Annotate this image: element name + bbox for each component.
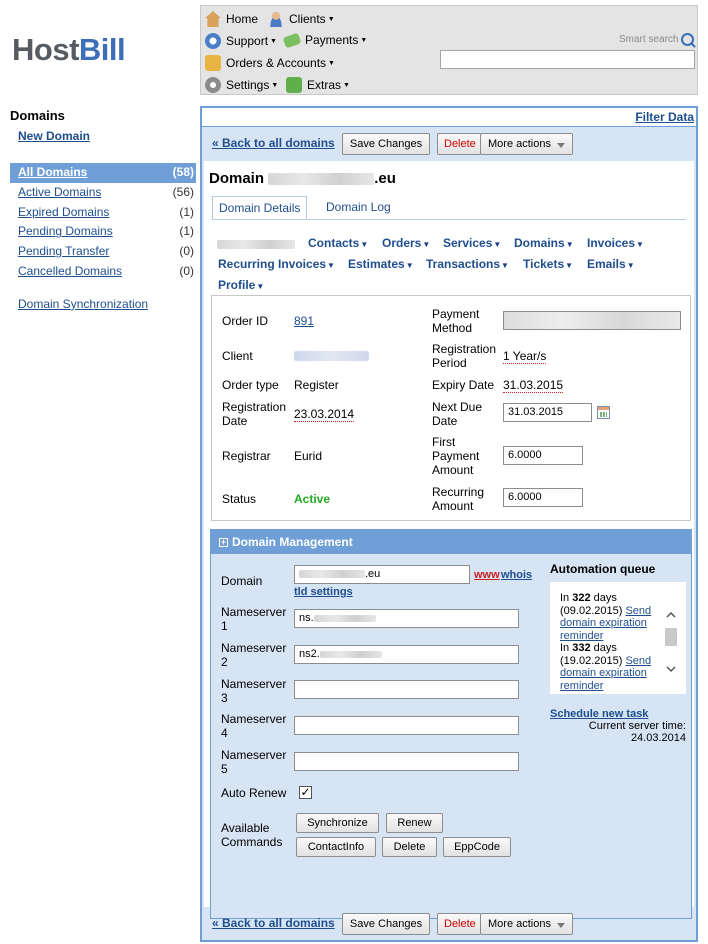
box-icon: [205, 55, 221, 71]
client-link[interactable]: [294, 351, 369, 361]
server-time: Current server time: 24.03.2014: [588, 720, 686, 744]
home-icon: [205, 11, 221, 27]
domain-management-section: [210, 529, 692, 919]
dropdown-arrow-icon: ▼: [328, 59, 335, 67]
registrar-label: Registrar: [222, 449, 271, 463]
nameserver-5-label: Nameserver 5: [221, 748, 287, 776]
nav-extras[interactable]: Extras ▼: [286, 77, 350, 93]
smart-search-input[interactable]: [440, 50, 695, 69]
domain-panel: [202, 126, 696, 940]
nameserver-4-input[interactable]: [294, 716, 519, 735]
available-commands-label: Available Commands: [221, 821, 283, 849]
scroll-thumb[interactable]: [665, 628, 677, 646]
nameserver-2-label: Nameserver 2: [221, 641, 287, 669]
nameserver-2-input[interactable]: ns2.: [294, 645, 519, 664]
redacted-domain: [268, 173, 374, 185]
gear-icon: [205, 77, 221, 93]
first-payment-amount-label: First Payment Amount: [432, 435, 480, 477]
subnav-services[interactable]: Services▼: [443, 236, 502, 250]
save-changes-button[interactable]: Save Changes: [342, 133, 430, 155]
expiry-date-label: Expiry Date: [432, 378, 495, 392]
subnav-tickets[interactable]: Tickets▼: [523, 257, 574, 271]
order-type-value: Register: [294, 378, 339, 392]
recurring-amount-label: Recurring Amount: [432, 485, 485, 513]
subnav-domains[interactable]: Domains▼: [514, 236, 574, 250]
renew-button[interactable]: Renew: [386, 813, 443, 833]
sidebar-item-active-domains[interactable]: Active Domains (56): [18, 184, 194, 199]
synchronize-button[interactable]: Synchronize: [296, 813, 379, 833]
recurring-amount-input[interactable]: 6.0000: [503, 488, 583, 507]
nav-payments[interactable]: Payments ▼: [284, 33, 367, 47]
tab-domain-log[interactable]: Domain Log: [326, 200, 391, 214]
nav-home[interactable]: Home: [205, 11, 258, 27]
hostbill-logo: HostBill: [12, 32, 126, 67]
next-due-date-input[interactable]: 31.03.2015: [503, 403, 592, 422]
save-changes-button[interactable]: Save Changes: [342, 913, 430, 935]
www-link[interactable]: www: [474, 569, 500, 581]
nameserver-1-input[interactable]: ns.: [294, 609, 519, 628]
schedule-new-task-link[interactable]: Schedule new task: [550, 708, 649, 720]
subnav-orders[interactable]: Orders▼: [382, 236, 431, 250]
calendar-icon[interactable]: [597, 406, 610, 419]
dropdown-arrow-icon: ▼: [360, 36, 368, 44]
next-due-date-label: Next Due Date: [432, 400, 483, 428]
domain-label: Domain: [221, 574, 263, 588]
search-icon[interactable]: [681, 33, 694, 46]
registration-date-label: Registration Date: [222, 400, 287, 428]
scroll-down-icon[interactable]: [666, 664, 676, 674]
subnav-profile[interactable]: Profile▼: [218, 278, 265, 292]
back-to-domains-link[interactable]: « Back to all domains: [212, 136, 335, 150]
status-badge[interactable]: Active: [294, 492, 331, 506]
sidebar-item-pending-domains[interactable]: Pending Domains (1): [18, 224, 194, 239]
auto-renew-label: Auto Renew: [221, 786, 287, 800]
contact-info-button[interactable]: ContactInfo: [296, 837, 376, 857]
domain-management-header[interactable]: + Domain Management: [211, 530, 691, 554]
automation-queue-list: [550, 582, 686, 694]
redacted-client-name: [217, 240, 295, 249]
send-expiration-reminder-link[interactable]: Send domain expiration reminder: [560, 654, 652, 692]
tab-divider: [212, 219, 686, 220]
delete-button[interactable]: Delete: [437, 133, 481, 155]
smart-search-label: Smart search: [619, 34, 679, 45]
domain-synchronization-link[interactable]: Domain Synchronization: [18, 296, 149, 311]
first-payment-amount-input[interactable]: 6.0000: [503, 446, 583, 465]
epp-code-button[interactable]: EppCode: [443, 837, 511, 857]
top-action-bar: [204, 127, 694, 161]
delete-domain-button[interactable]: Delete: [382, 837, 437, 857]
registrar-value: Eurid: [294, 449, 323, 463]
filter-data-link[interactable]: Filter Data: [635, 110, 694, 124]
status-label: Status: [222, 492, 257, 506]
order-type-label: Order type: [222, 378, 279, 392]
expand-icon[interactable]: +: [220, 537, 227, 548]
domain-details-box: [211, 295, 691, 521]
registration-date-value[interactable]: 23.03.2014: [294, 407, 355, 421]
queue-entry: In 332 days (19.02.2015) Send domain expiration reminder: [560, 642, 652, 692]
sidebar-item-pending-transfer[interactable]: Pending Transfer (0): [18, 244, 194, 259]
nav-orders-accounts[interactable]: Orders & Accounts ▼: [205, 55, 335, 71]
top-navigation: [200, 5, 698, 95]
queue-entry: In 322 days (09.02.2015) Send domain expiration reminder: [560, 592, 652, 642]
payment-method-select[interactable]: [503, 311, 681, 330]
dropdown-arrow-icon: ▼: [270, 37, 277, 45]
dropdown-arrow-icon: ▼: [343, 81, 350, 89]
send-expiration-reminder-link[interactable]: Send domain expiration reminder: [560, 604, 652, 642]
user-icon: [268, 11, 284, 27]
registration-period-value[interactable]: 1 Year/s: [503, 349, 547, 363]
nameserver-4-label: Nameserver 4: [221, 712, 287, 740]
dropdown-arrow-icon: ▼: [271, 81, 279, 89]
sidebar-item-expired-domains[interactable]: Expired Domains (1): [18, 204, 194, 219]
tab-domain-details[interactable]: Domain Details: [212, 196, 307, 220]
subnav-invoices[interactable]: Invoices▼: [587, 236, 644, 250]
domain-filter-list: [10, 163, 196, 282]
money-icon: [283, 32, 302, 48]
automation-queue-title: Automation queue: [550, 562, 656, 576]
more-actions-button[interactable]: More actions: [480, 913, 573, 935]
whois-link[interactable]: whois: [501, 569, 533, 581]
payment-method-label: Payment Method: [432, 307, 480, 335]
subnav-contacts[interactable]: Contacts▼: [308, 236, 369, 250]
nameserver-3-label: Nameserver 3: [221, 677, 287, 705]
nameserver-5-input[interactable]: [294, 752, 519, 771]
subnav-emails[interactable]: Emails▼: [587, 257, 635, 271]
nameserver-1-label: Nameserver 1: [221, 605, 287, 633]
registration-period-label: Registration Period: [432, 342, 497, 370]
more-actions-button[interactable]: More actions: [480, 133, 573, 155]
domain-input[interactable]: .eu: [294, 565, 470, 584]
sidebar-item-cancelled-domains[interactable]: Cancelled Domains (0): [18, 263, 194, 278]
domain-content: [204, 161, 694, 907]
new-domain-link[interactable]: New Domain: [18, 129, 91, 143]
nav-support[interactable]: Support ▼: [205, 33, 277, 49]
bottom-action-bar: [204, 907, 694, 941]
puzzle-icon: [286, 77, 302, 93]
dropdown-arrow-icon: ▼: [327, 15, 335, 23]
subnav-estimates[interactable]: Estimates▼: [348, 257, 414, 271]
back-to-domains-link[interactable]: « Back to all domains: [212, 916, 335, 930]
delete-button[interactable]: Delete: [437, 913, 481, 935]
sidebar-item-all-domains[interactable]: All Domains (58): [10, 163, 196, 183]
support-icon: [205, 33, 221, 49]
queue-scrollbar[interactable]: [664, 610, 678, 692]
nameserver-3-input[interactable]: [294, 680, 519, 699]
sidebar-title: Domains: [10, 108, 65, 123]
client-label: Client: [222, 349, 253, 363]
subnav-transactions[interactable]: Transactions▼: [426, 257, 509, 271]
nav-clients[interactable]: Clients ▼: [268, 11, 335, 27]
nav-settings[interactable]: Settings ▼: [205, 77, 278, 93]
scroll-up-icon[interactable]: [666, 610, 676, 620]
expiry-date-value[interactable]: 31.03.2015: [503, 378, 564, 392]
main-panel: [200, 106, 698, 942]
subnav-recurring-invoices[interactable]: Recurring Invoices▼: [218, 257, 335, 271]
order-id-link[interactable]: 891: [294, 314, 315, 328]
tld-settings-link[interactable]: tld settings: [294, 586, 353, 598]
sidebar: [10, 108, 196, 311]
order-id-label: Order ID: [222, 314, 269, 328]
auto-renew-checkbox[interactable]: ✓: [300, 785, 311, 799]
page-title: Domain .eu: [209, 170, 396, 187]
